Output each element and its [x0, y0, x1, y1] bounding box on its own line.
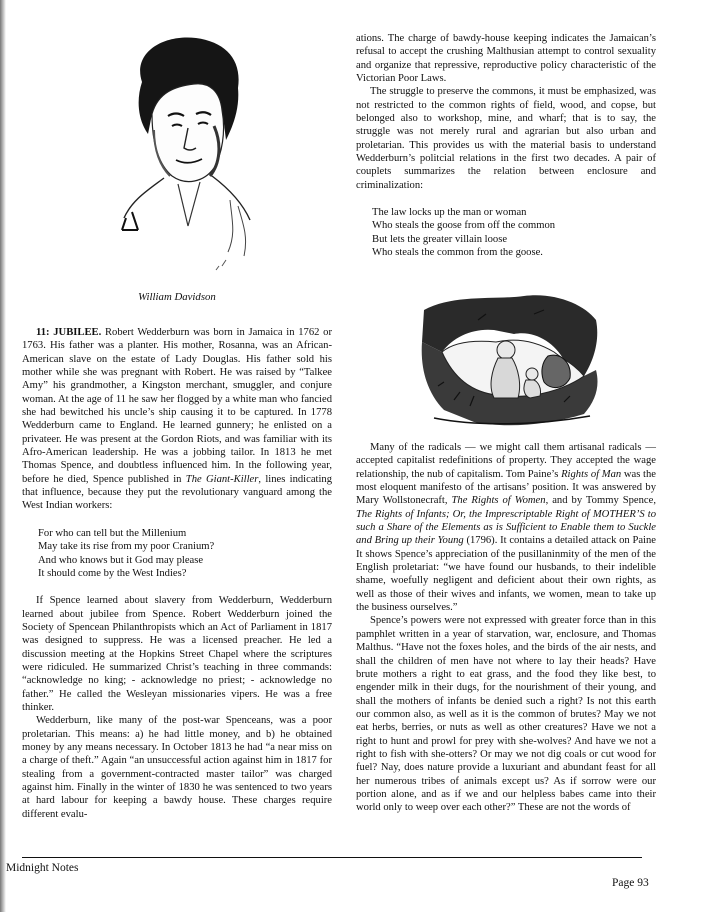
footer-publication: Midnight Notes: [6, 862, 79, 874]
portrait-illustration: [118, 30, 258, 275]
goose-verse: [372, 206, 656, 259]
book-title: Rights of Man: [561, 468, 622, 480]
paragraph-text: was the most eloquent manifesto of the artisans’ position. It was answered by Mary Wollstonecraft,: [356, 468, 656, 507]
spencean-paragraph: If Spence learned about slavery from Wedderburn, Wedderburn learned about jubilee from Spence. Robert Wedderburn joined the Society of Spencean Philanthropists which an Act of Parliament in 1817 was designed to suppress. He was a licensed preacher. He led a discussion meeting at the Hopkins Street Chapel where the scriptures were ridiculed. He summarized Christ’s teaching in three commands: “acknowledge no king; - acknowledge no priest; - acknowledge no father.” He called the Wesleyan missionaries vipers. He was a free thinker.: [22, 595, 332, 713]
radicals-paragraph: [356, 441, 656, 614]
section-heading: 11: JUBILEE.: [36, 327, 102, 338]
verse-line: The law locks up the man or woman: [372, 207, 527, 219]
left-column: [22, 326, 332, 821]
pamphlet-paragraph: Spence’s powers were not expressed with greater force than in this pamphlet written in a year of starvation, war, enclosure, and Thomas Malthus. “Have not the foxes holes, and the birds of the air nests, and shall the children of men have not where to lay their heads? Have brute mothers a right to eat grass, and the food they like best, to engender milk in their dugs, for the nourishment of their young, and shall the mothers of infants be denied such a right? Is not this earth our common also, as well as it is the common of brutes? May we not eat herbs, berries, or nuts as well as other creatures? Have we not a right to hunt and prowl for prey with she-wolves? And have we not a right to fish with she-otters? Or may we not dig coals or cut wood for fuel? Nay, does nature provide a luxuriant and abundant feast for all her numerous tribes of animals except us? As if sorrow were our portion alone, and as if we and our helpless babes came into their world only to weep over each other?” These are not the words of: [356, 615, 656, 814]
page-number: Page 93: [612, 877, 649, 889]
paragraph-text: , and by Tommy Spence,: [545, 495, 656, 507]
book-title: The Rights of Women: [451, 495, 546, 507]
paragraph-text: Many of the radicals — we might call them artisanal radicals — accepted capitalist redefinitions of property. They accepted the wage relationship, the nub of capitalism. Tom Paine’s: [356, 442, 656, 480]
verse-line: But lets the greater villain loose: [372, 233, 508, 245]
spence-verse: [38, 527, 332, 580]
paragraph-text: Robert Wedderburn was born in Jamaica in 1762 or 1763. His father was a planter. His mother, Rosanna, was an African-American slave on the estate of Lady Douglas. His father sold his mother while she was pregnant with Robert. He was raised by “Talkee Amy” his grandmother, a Kingston merchant, smuggler, and conjure woman. At the age of 11 he saw her flogged by a white man who fancied she had bewitched his uncle’s ship causing it to be captured. In 1778 Wedderburn came to England. He learned gunnery; he enlisted on a privateer. He was present at the Gordon Riots, and was familiar with its Afro-American leadership. He was a jobbing tailor. In 1813 he met Thomas Spence, and doubtless influenced him. In the following year, before he died, Spence published in: [22, 327, 332, 485]
footer-rule: [22, 857, 642, 858]
portrait-caption: William Davidson: [138, 291, 216, 303]
verse-line: Who steals the common from the goose.: [372, 247, 543, 259]
proletarian-paragraph: Wedderburn, like many of the post-war Spenceans, was a poor proletarian. This means: a) he had little money, and b) he obtained money by any means necessary. In October 1813 he had “a near miss on a charge of theft.” Again “an unsuccessful action against him in 1817 for stealing from a government-contracted master tailor” was charged against him. Finally in the winter of 1830 he was sentenced to two years at hard labour for keeping a bawdy house. These charges require different evalu-: [22, 715, 332, 820]
book-title: The Rights of Infants; Or, the Imprescriptable Right of MOTHER’S to such a Share of the Elements as is Sufficient to Enable them to Suckle and Bring up their Young: [356, 508, 656, 547]
commons-paragraph: The struggle to preserve the commons, it must be emphasized, was not restricted to the common rights of field, wood, and copse, but belonged also to workshop, mine, and wharf; that is to say, the struggle was not merely rural and agrarian but also urban and proletarian. This provides us with the material basis to understand Wedderburn’s politcial relations in the first two decades. A pair of couplets summarizes the relation between enclosure and criminalization:: [356, 86, 656, 191]
verse-line: May take its rise from my poor Cranium?: [38, 541, 215, 553]
right-column-bottom: [356, 441, 656, 815]
scan-edge-shadow: [0, 0, 6, 912]
verse-line: For who can tell but the Millenium: [38, 527, 187, 539]
book-title: The Giant-Killer: [185, 473, 259, 485]
verse-line: It should come by the West Indies?: [38, 567, 187, 579]
verse-line: Who steals the goose from off the common: [372, 220, 556, 232]
paragraph-text: , lines indicating that influence, because they put the revolutionary vanguard among the West Indian workers:: [22, 473, 333, 512]
verse-line: And who knows but it God may please: [38, 554, 204, 566]
paragraph-text: (1796). It contains a detailed attack on Paine It shows Spence’s appreciation of the pusillaninmity of the men of the English proletariat: “we have found our husbands, to their indelible shame, woefully negligent and deficient about their own rights, as well as those of their wives and infants, we women, mean to take up the business ourselves.”: [356, 535, 656, 614]
continued-paragraph: ations. The charge of bawdy-house keeping indicates the Jamaican’s refusal to accept the crushing Malthusian attempt to control sexuality and organize that repressive, reproductive policy characteristic of the Victorian Poor Laws.: [356, 33, 656, 85]
jubilee-paragraph: [22, 326, 332, 513]
right-column-top: [356, 32, 656, 260]
mother-child-illustration: [414, 290, 604, 430]
